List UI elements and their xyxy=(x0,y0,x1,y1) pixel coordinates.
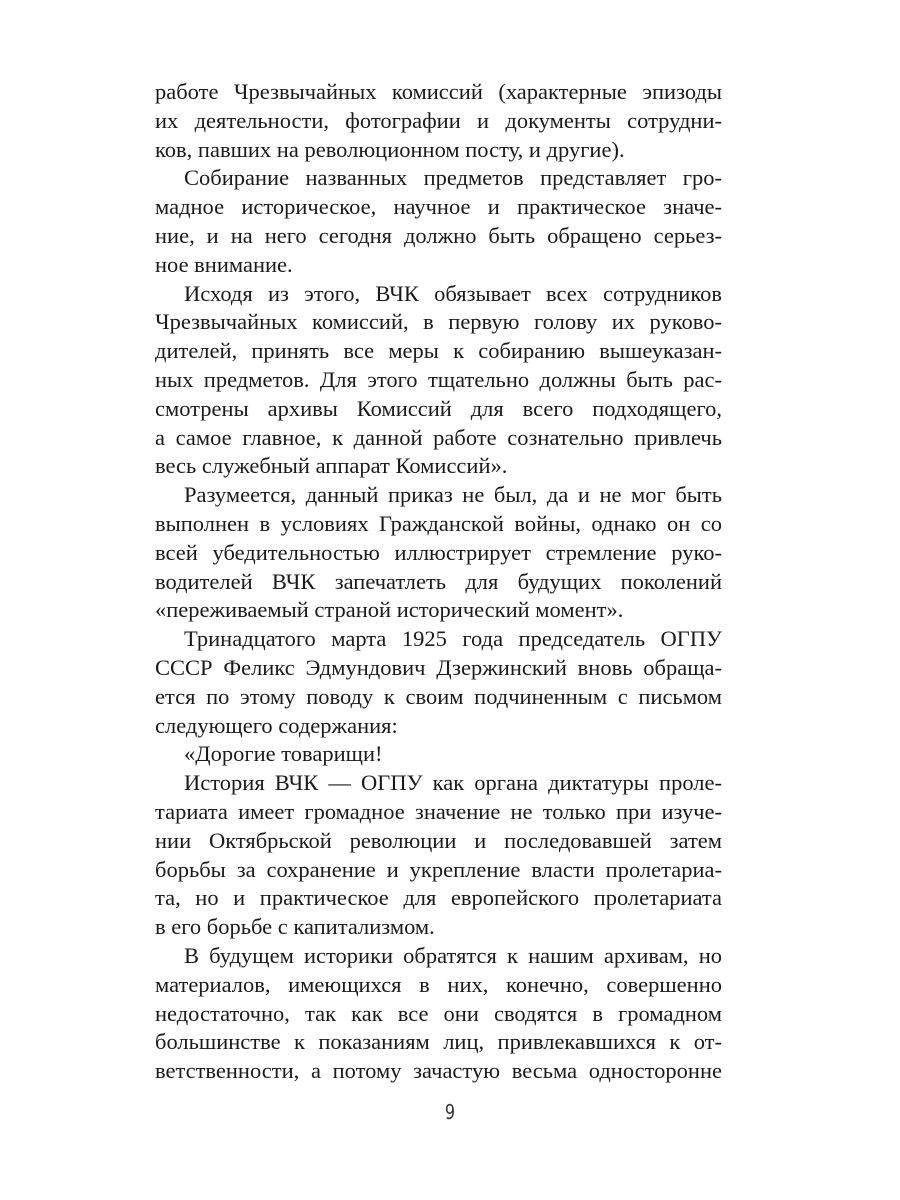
text-line: «переживаемый страной исторический момент». xyxy=(155,597,624,623)
text-line: тариата имеет громадное значение не только при изуче- xyxy=(155,798,722,824)
text-line: Чрезвычайных комиссий, в первую голову их руково- xyxy=(155,309,722,335)
paragraph xyxy=(155,769,722,942)
text-line: а самое главное, к данной работе сознательно привлечь xyxy=(155,424,722,450)
text-line: ется по этому поводу к своим подчиненным с письмом xyxy=(155,683,722,709)
page-number: 9 xyxy=(444,1100,456,1124)
text-line: следующего содержания: xyxy=(155,712,398,738)
paragraph xyxy=(155,625,722,740)
text-line: В будущем историки обратятся к нашим архивам, но xyxy=(184,942,722,968)
text-line: «Дорогие товарищи! xyxy=(184,741,383,767)
paragraph xyxy=(155,164,722,279)
text-line: смотрены архивы Комиссий для всего подходящего, xyxy=(155,395,722,421)
paragraph xyxy=(155,280,722,482)
text-line: ветственности, а потому зачастую весьма односторонне xyxy=(155,1058,722,1084)
text-line: СССР Феликс Эдмундович Дзержинский вновь обраща- xyxy=(155,654,722,680)
text-line: Собирание названных предметов представляет гро- xyxy=(184,165,722,191)
paragraph xyxy=(155,942,722,1086)
text-line: дителей, принять все меры к собиранию вышеуказан- xyxy=(155,338,722,364)
text-line: водителей ВЧК запечатлеть для будущих поколений xyxy=(155,568,722,594)
text-line: Исходя из этого, ВЧК обязывает всех сотрудников xyxy=(184,280,722,306)
text-line: ков, павших на революционном посту, и другие). xyxy=(155,136,625,162)
text-line: их деятельности, фотографии и документы сотрудни- xyxy=(155,107,722,133)
paragraph xyxy=(155,740,722,769)
text-line: работе Чрезвычайных комиссий (характерные эпизоды xyxy=(155,79,722,104)
text-line: борьбы за сохранение и укрепление власти пролетариа- xyxy=(155,856,722,882)
text-line: материалов, имеющихся в них, конечно, совершенно xyxy=(155,971,722,997)
text-line: История ВЧК — ОГПУ как органа диктатуры проле- xyxy=(184,770,722,796)
text-line: Разумеется, данный приказ не был, да и не мог быть xyxy=(184,482,722,508)
text-line: недостаточно, так как все они сводятся в громадном xyxy=(155,1000,722,1026)
text-line: в его борьбе с капитализмом. xyxy=(155,914,435,940)
text-line: мадное историческое, научное и практическое значе- xyxy=(155,194,722,220)
text-line: ных предметов. Для этого тщательно должны быть рас- xyxy=(155,366,722,392)
body-text xyxy=(155,78,722,1086)
text-line: большинстве к показаниям лиц, привлекавшихся к от- xyxy=(155,1029,722,1055)
text-line: нии Октябрьской революции и последовавшей затем xyxy=(155,827,722,853)
text-line: Тринадцатого марта 1925 года председатель ОГПУ xyxy=(184,626,722,652)
text-line: выполнен в условиях Гражданской войны, однако он со xyxy=(155,510,722,536)
paragraph xyxy=(155,78,722,164)
text-line: весь служебный аппарат Комиссий». xyxy=(155,453,508,479)
text-line: всей убедительностью иллюстрирует стремление руко- xyxy=(155,539,722,565)
text-line: ние, и на него сегодня должно быть обращено серьез- xyxy=(155,222,722,248)
text-line: ное внимание. xyxy=(155,251,293,277)
text-line: та, но и практическое для европейского пролетариата xyxy=(155,885,722,911)
paragraph xyxy=(155,481,722,625)
